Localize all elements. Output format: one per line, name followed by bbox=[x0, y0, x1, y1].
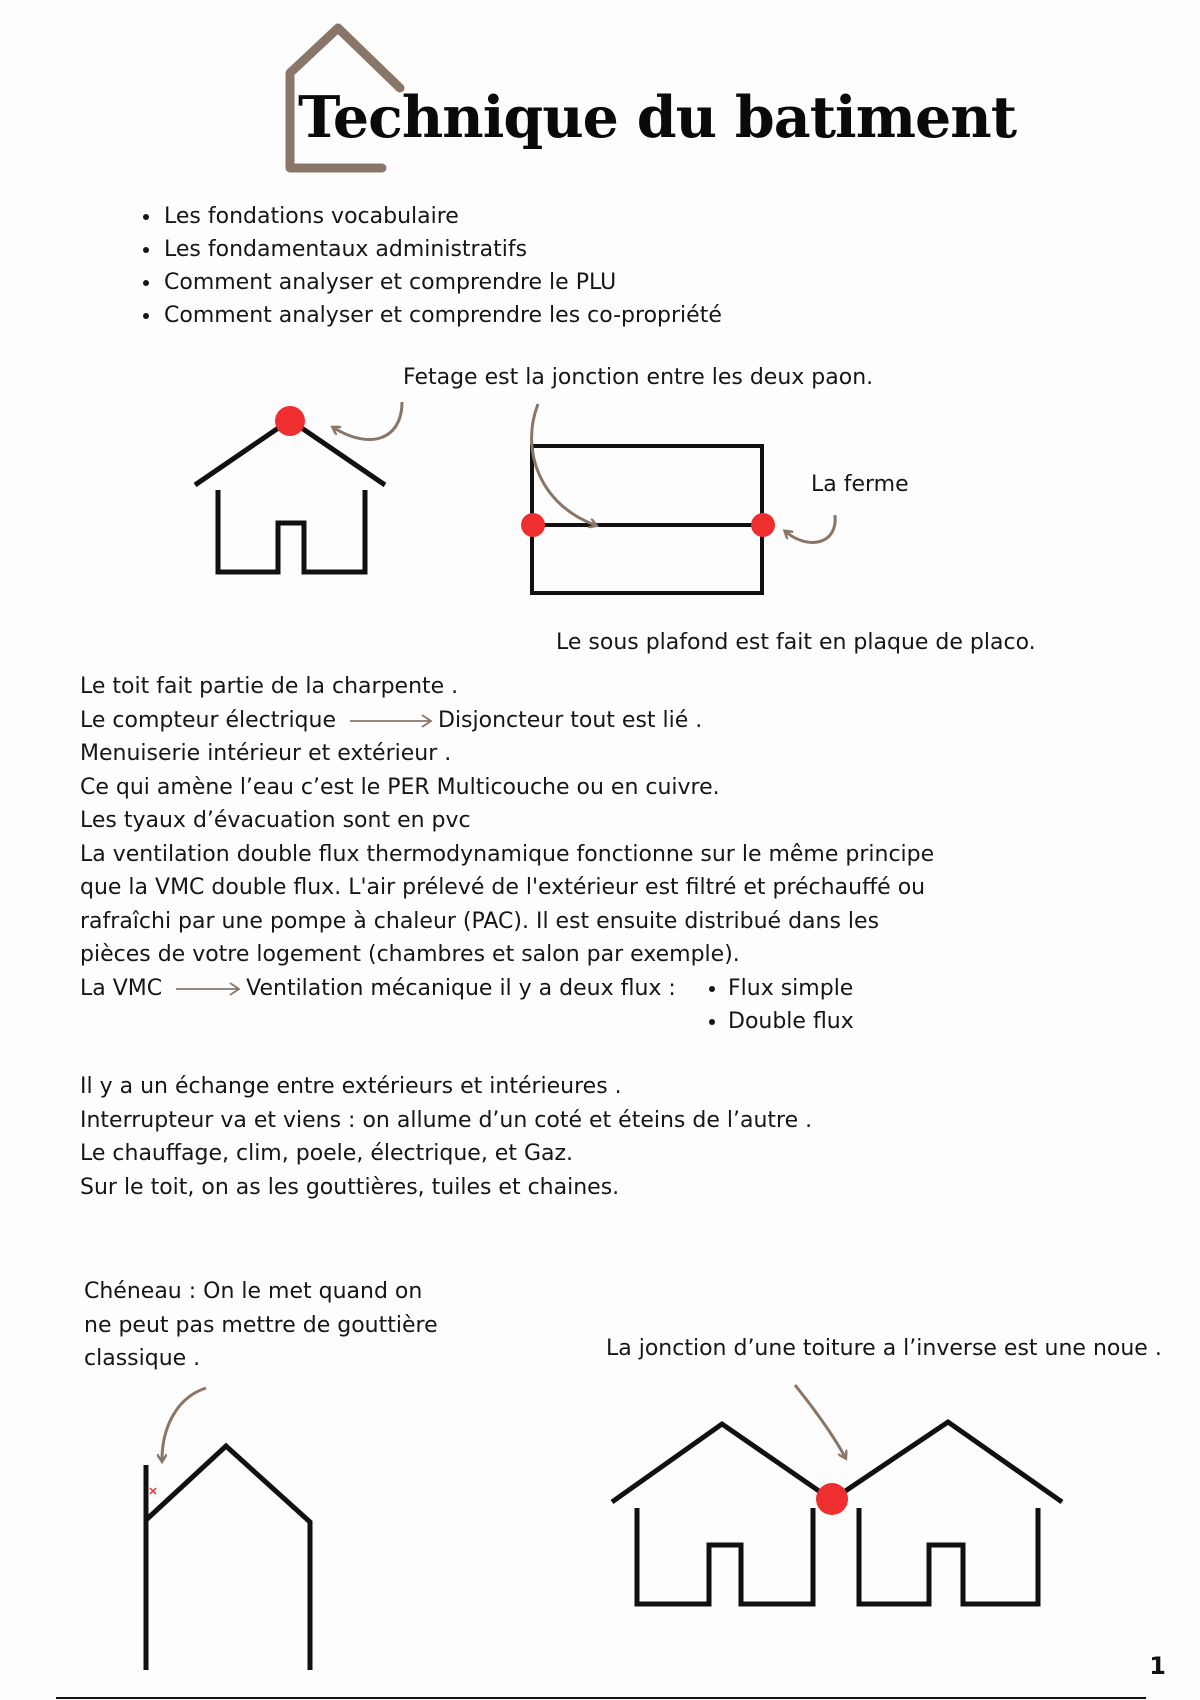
body-line: rafraîchi par une pompe à chaleur (PAC). Il est ensuite distribué dans les bbox=[80, 908, 880, 934]
body-line: pièces de votre logement (chambres et salon par exemple). bbox=[80, 942, 740, 967]
body-line: Menuiserie intérieur et extérieur . bbox=[80, 741, 452, 766]
body-line: Interrupteur va et viens : on allume d’un coté et éteins de l’autre . bbox=[80, 1107, 813, 1133]
ferme-point-right bbox=[751, 513, 775, 537]
list-item: • Comment analyser et comprendre les co-propriété bbox=[162, 299, 722, 332]
body-line: Sur le toit, on as les gouttières, tuiles et chaines. bbox=[80, 1174, 620, 1200]
footer-divider bbox=[56, 1697, 1146, 1699]
cheneau-label bbox=[84, 1275, 438, 1376]
list-item: • Les fondamentaux administratifs bbox=[162, 233, 722, 266]
secondary-text bbox=[80, 1070, 812, 1204]
body-line-compteur bbox=[80, 704, 1080, 738]
cheneau-line: ne peut pas mettre de gouttière bbox=[84, 1312, 438, 1338]
noue-arrow bbox=[795, 1385, 845, 1457]
cheneau-line: classique . bbox=[84, 1346, 201, 1371]
body-line: que la VMC double flux. L'air prélevé de l'extérieur est filtré et préchauffé ou bbox=[80, 875, 926, 900]
list-item: • Les fondations vocabulaire bbox=[162, 200, 722, 233]
right-arrow-icon bbox=[350, 713, 434, 729]
page-title: Technique du batiment bbox=[298, 84, 1017, 151]
ferme-label: La ferme bbox=[811, 472, 909, 497]
fetage-arrow-right bbox=[532, 404, 595, 525]
ferme-arrow bbox=[786, 515, 835, 542]
vmc-text: La VMC bbox=[80, 975, 163, 1001]
disjoncteur-text: Disjoncteur tout est lié . bbox=[438, 707, 703, 733]
cheneau-line: Chéneau : On le met quand on bbox=[84, 1279, 423, 1304]
ventilation-text: Ventilation mécanique il y a deux flux : bbox=[246, 975, 676, 1001]
cheneau-diagram bbox=[146, 1446, 310, 1670]
compteur-text: Le compteur électrique bbox=[80, 707, 336, 733]
cheneau-arrow bbox=[162, 1388, 206, 1460]
list-item: • Flux simple bbox=[728, 972, 854, 1006]
cheneau-mark bbox=[150, 1488, 156, 1494]
body-line-vmc bbox=[80, 972, 1080, 1034]
page-number: 1 bbox=[1149, 1652, 1166, 1680]
vmc-flux-list bbox=[702, 972, 854, 1039]
body-line: Il y a un échange entre extérieurs et intérieures . bbox=[80, 1074, 622, 1099]
noue-label: La jonction d’une toiture a l’inverse est une noue . bbox=[606, 1336, 1162, 1361]
list-item: • Comment analyser et comprendre le PLU bbox=[162, 266, 722, 299]
sous-plafond-label: Le sous plafond est fait en plaque de placo. bbox=[556, 630, 1036, 655]
body-line: Les tyaux d’évacuation sont en pvc bbox=[80, 808, 471, 833]
body-line: Le toit fait partie de la charpente . bbox=[80, 674, 459, 699]
fetage-label: Fetage est la jonction entre les deux paon. bbox=[403, 365, 874, 390]
twin-house-diagram bbox=[612, 1422, 1062, 1604]
fetage-arrow-left bbox=[334, 402, 402, 440]
body-line: Le chauffage, clim, poele, électrique, et Gaz. bbox=[80, 1141, 574, 1166]
body-line: La ventilation double flux thermodynamique fonctionne sur le même principe bbox=[80, 841, 935, 867]
rectangle-diagram bbox=[521, 446, 775, 593]
noue-point bbox=[816, 1483, 848, 1515]
list-item: • Double flux bbox=[728, 1005, 854, 1039]
right-arrow-icon bbox=[176, 981, 242, 997]
ridge-point bbox=[275, 406, 305, 436]
house-diagram-left bbox=[195, 406, 385, 572]
body-text bbox=[80, 670, 1080, 1034]
ferme-point-left bbox=[521, 513, 545, 537]
body-line: Ce qui amène l’eau c’est le PER Multicouche ou en cuivre. bbox=[80, 774, 720, 800]
